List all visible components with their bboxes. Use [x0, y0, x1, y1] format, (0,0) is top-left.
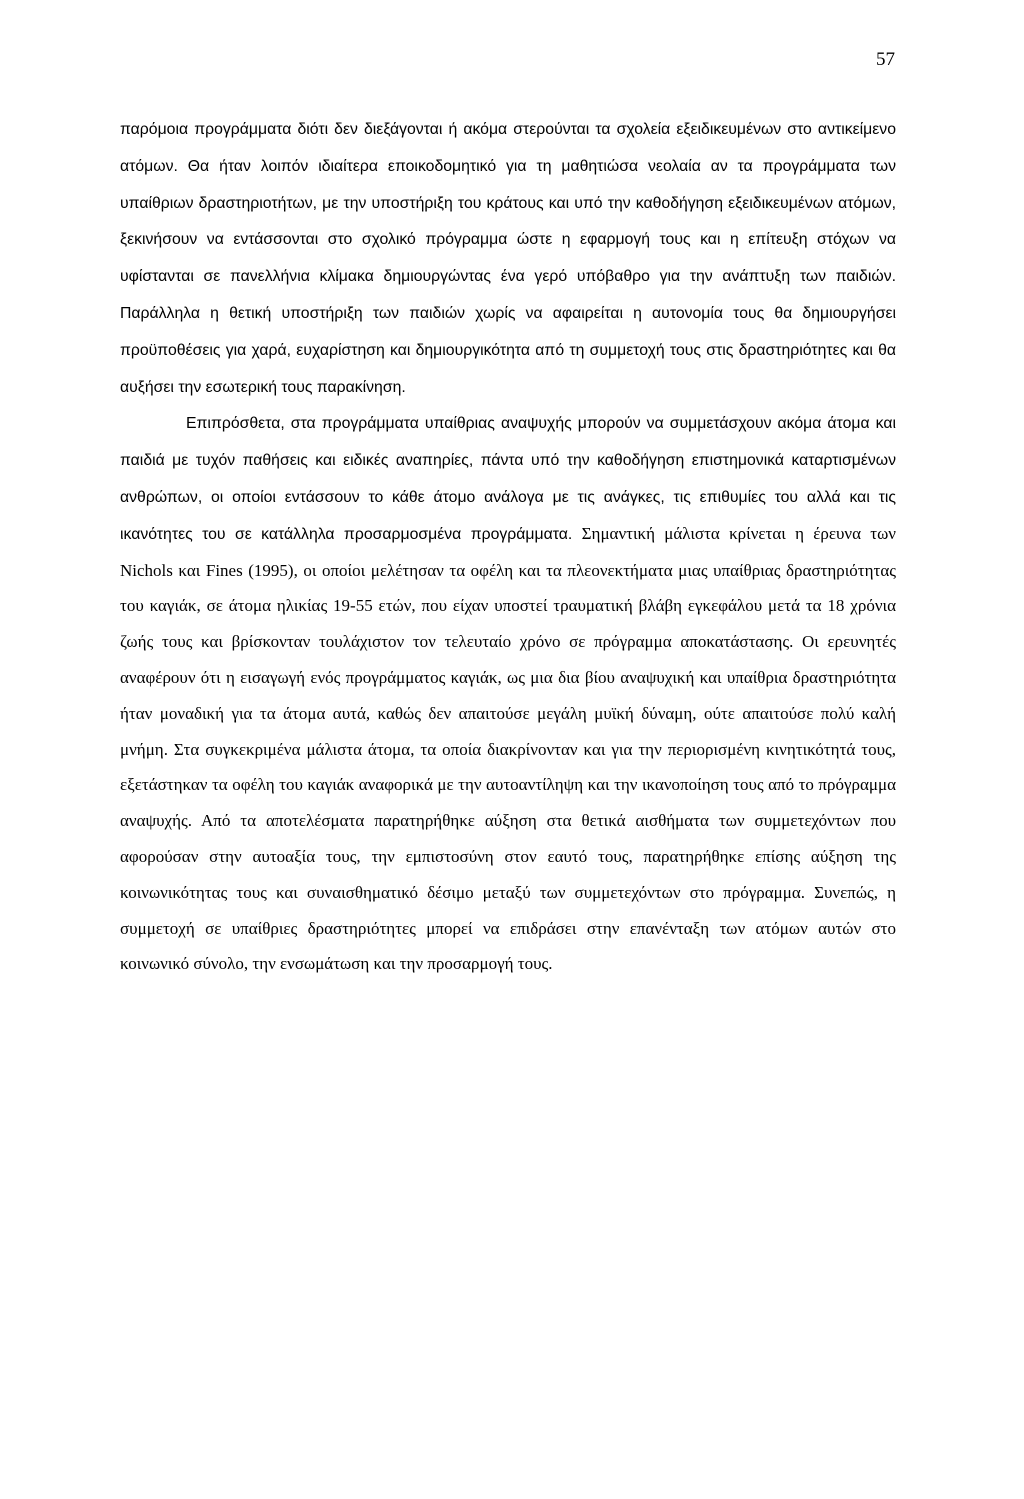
page-number: 57	[876, 49, 895, 70]
paragraph-1	[120, 111, 896, 405]
paragraph-2	[120, 405, 896, 982]
paragraph-2-text-serif: Σημαντική μάλιστα κρίνεται η έρευνα των Nichols και Fines (1995), οι οποίοι μελέτησαν τα οφέλη και τα πλεονεκτήματα μιας υπαίθριας δραστηριότητας του καγιάκ, σε άτομα ηλικίας 19-55 ετών, που είχαν υποστεί τραυματική βλάβη εγκεφάλου μετά τα 18 χρόνια ζωής τους και βρίσκονταν τουλάχιστον τον τελευταίο χρόνο σε πρόγραμμα αποκατάστασης. Οι ερευνητές αναφέρουν ότι η εισαγωγή ενός προγράμματος καγιάκ, ως μια δια βίου αναψυχική και υπαίθρια δραστηριότητα ήταν μοναδική για τα άτομα αυτά, καθώς δεν απαιτούσε μεγάλη μυϊκή δύναμη, ούτε απαιτούσε πολύ καλή μνήμη. Στα συγκεκριμένα μάλιστα άτομα, τα οποία διακρίνονταν και για την περιορισμένη κινητικότητά τους, εξετάστηκαν τα οφέλη του καγιάκ αναφορικά με την αυτοαντίληψη και την ικανοποίηση τους από το πρόγραμμα αναψυχής. Από τα αποτελέσματα παρατηρήθηκε αύξηση στα θετικά αισθήματα των συμμετεχόντων που αφορούσαν στην αυτοαξία τους, την εμπιστοσύνη στον εαυτό τους, παρατηρήθηκε επίσης αύξηση της κοινωνικότητας τους και συναισθηματικό δέσιμο μεταξύ των συμμετεχόντων στο πρόγραμμα. Συνεπώς, η συμμετοχή σε υπαίθριες δραστηριότητες μπορεί να επιδράσει στην επανένταξη των ατόμων αυτών στο κοινωνικό σύνολο, την ενσωμάτωση και την προσαρμογή τους.	[120, 523, 896, 974]
paragraph-1-text: παρόμοια προγράμματα διότι δεν διεξάγονται ή ακόμα στερούνται τα σχολεία εξειδικευμένων στο αντικείμενο ατόμων. Θα ήταν λοιπόν ιδιαίτερα εποικοδομητικό για τη μαθητιώσα νεολαία αν τα προγράμματα των υπαίθριων δραστηριοτήτων, με την υποστήριξη του κράτους και υπό την καθοδήγηση εξειδικευμένων ατόμων, ξεκινήσουν να εντάσσονται στο σχολικό πρόγραμμα ώστε η εφαρμογή τους και η επίτευξη στόχων να υφίστανται σε πανελλήνια κλίμακα δημιουργώντας ένα γερό υπόβαθρο για την ανάπτυξη των παιδιών. Παράλληλα η θετική υποστήριξη των παιδιών χωρίς να αφαιρείται η αυτονομία τους θα δημιουργήσει προϋποθέσεις για χαρά, ευχαρίστηση και δημιουργικότητα από τη συμμετοχή τους στις δραστηριότητες και θα αυξήσει την εσωτερική τους παρακίνηση.	[120, 121, 896, 396]
paragraph-2-text-sans: Επιπρόσθετα, στα προγράμματα υπαίθριας αναψυχής μπορούν να συμμετάσχουν ακόμα άτομα και παιδιά με τυχόν παθήσεις και ειδικές αναπηρίες, πάντα υπό την καθοδήγηση επιστημονικά καταρτισμένων ανθρώπων, οι οποίοι εντάσσουν το κάθε άτομο ανάλογα με τις ανάγκες, τις επιθυμίες του αλλά και τις ικανότητες του σε κατάλληλα προσαρμοσμένα προγράμματα.	[120, 415, 896, 543]
document-body	[120, 111, 896, 982]
